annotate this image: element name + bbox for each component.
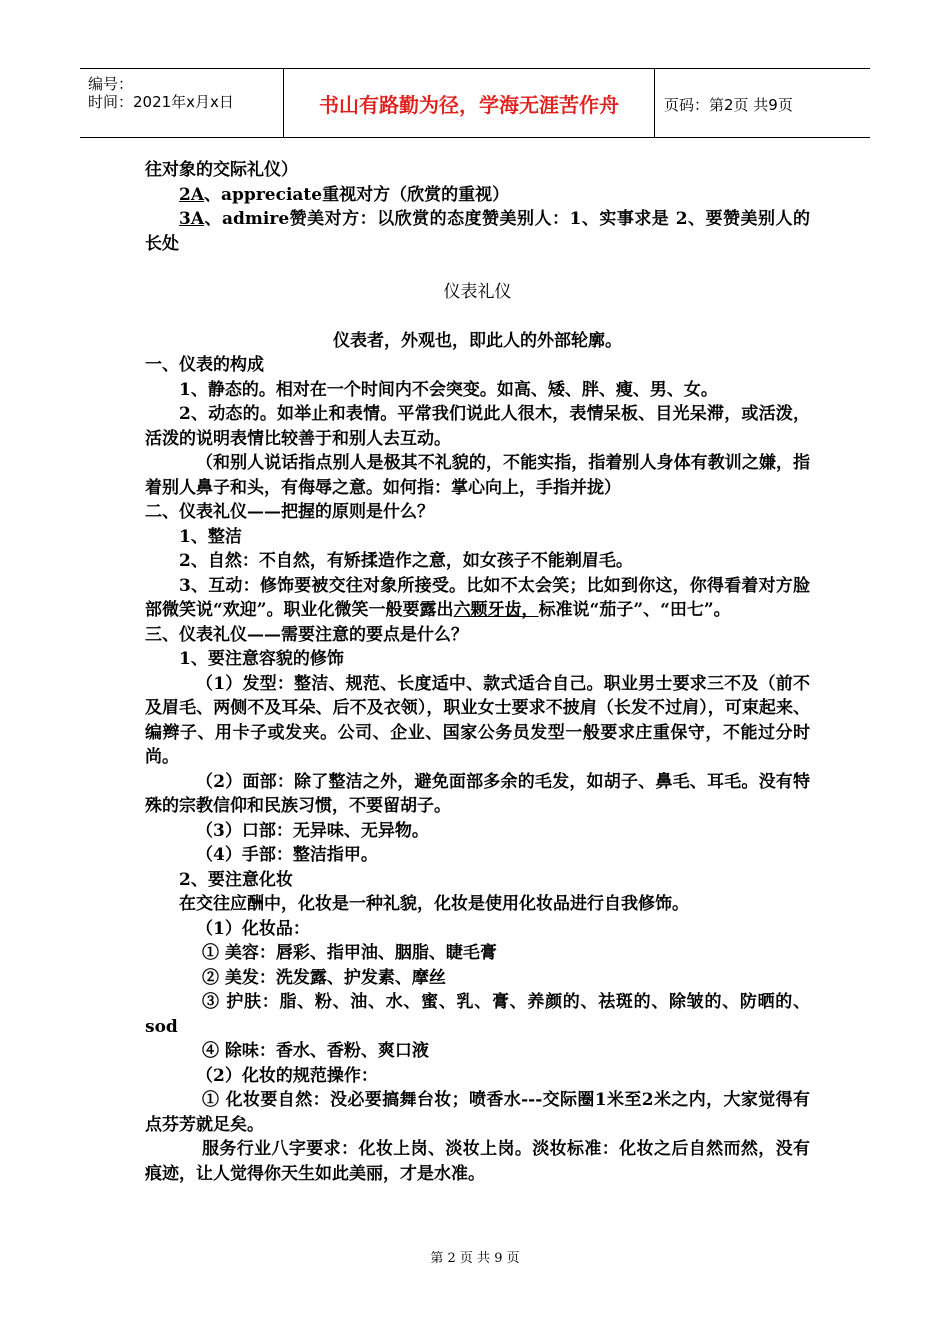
paragraph-text: 标准说“茄子”、“田七”。 <box>538 600 731 620</box>
section-heading: 二、仪表礼仪——把握的原则是什么？ <box>145 502 434 522</box>
document-number-label: 编号： <box>88 75 134 93</box>
paragraph: 2、自然：不自然，有矫揉造作之意，如女孩子不能剃眉毛。 <box>179 551 633 571</box>
document-body <box>145 158 810 1186</box>
list-item: ① 化妆要自然：没必要搞舞台妆；喷香水---交际圈1米至2米之内，大家觉得有点芬芳就足矣。 <box>145 1090 810 1135</box>
header-meta-cell <box>80 69 284 137</box>
paragraph-2a <box>145 183 810 208</box>
section-heading: 一、仪表的构成 <box>145 355 264 375</box>
paragraph: （1）化妆品： <box>196 918 310 939</box>
section-heading: 三、仪表礼仪——需要注意的要点是什么？ <box>145 624 468 645</box>
header-motto: 书山有路勤为径，学海无涯苦作舟 <box>284 69 655 137</box>
paragraph: 在交往应酬中，化妆是一种礼貌，化妆是使用化妆品进行自我修饰。 <box>179 894 689 914</box>
list-item: ④ 除味：香水、香粉、爽口液 <box>202 1041 429 1061</box>
underlined-term: 3A <box>179 209 205 229</box>
paragraph: 往对象的交际礼仪） <box>145 160 298 180</box>
page-footer: 第 2 页 共 9 页 <box>430 1251 520 1266</box>
underlined-term: 2A <box>179 184 205 205</box>
list-item: ① 美容：唇彩、指甲油、胭脂、睫毛膏 <box>202 943 497 963</box>
section-title: 仪表礼仪 <box>443 282 512 302</box>
list-item: ② 美发：洗发露、护发素、摩丝 <box>202 967 446 988</box>
document-time-label: 时间：2021年x月x日 <box>88 93 234 111</box>
header-page-number: 页码：第2页 共9页 <box>664 96 793 114</box>
paragraph-text: 、appreciate重视对方（欣赏的重视） <box>204 184 510 205</box>
paragraph: （3）口部：无异味、无异物。 <box>196 820 429 841</box>
paragraph-interaction <box>145 574 810 623</box>
paragraph-note: （和别人说话指点别人是极其不礼貌的，不能实指，指着别人身体有教训之嫌，指着别人鼻子和头，有侮辱之意。如何指：掌心向上，手指并拢） <box>145 453 810 498</box>
paragraph: （4）手部：整洁指甲。 <box>196 845 378 865</box>
paragraph-text: 、admire赞美对方：以欣赏的态度赞美别人：1、实事求是 2、要赞美别人的长处 <box>145 209 810 254</box>
paragraph: 1、要注意容貌的修饰 <box>179 649 344 669</box>
paragraph: 服务行业八字要求：化妆上岗、淡妆上岗。淡妆标准：化妆之后自然而然，没有痕迹，让人觉得你天生如此美丽，才是水准。 <box>145 1139 810 1184</box>
paragraph: 1、整洁 <box>179 526 242 547</box>
underlined-phrase: 六颗牙齿， <box>453 600 539 620</box>
paragraph-3a <box>145 207 810 256</box>
paragraph: （2）面部：除了整洁之外，避免面部多余的毛发，如胡子、鼻毛、耳毛。没有特殊的宗教信仰和民族习惯，不要留胡子。 <box>145 771 810 816</box>
paragraph: （1）发型：整洁、规范、长度适中、款式适合自己。职业男士要求三不及（前不及眉毛、两侧不及耳朵、后不及衣领），职业女士要求不披肩（长发不过肩），可束起来、编辫子、用卡子或发夹。公司、企业、国家公务员发型一般要求庄重保守，不能过分时尚。 <box>145 673 810 767</box>
paragraph: 2、动态的。如举止和表情。平常我们说此人很木，表情呆板、目光呆滞，或活泼，活泼的说明表情比较善于和别人去互动。 <box>145 404 810 449</box>
paragraph: 2、要注意化妆 <box>179 869 293 890</box>
page-header <box>80 68 870 138</box>
intro-sentence: 仪表者，外观也，即此人的外部轮廓。 <box>333 330 622 351</box>
paragraph: （2）化妆的规范操作： <box>196 1065 378 1086</box>
paragraph-text: 3、互动：修饰要被交往对象所接受。比如不太会笑；比如到你这，你得看着对方脸部微笑说“欢迎”。职业化微笑一般要露出 <box>145 575 810 620</box>
paragraph: 1、静态的。相对在一个时间内不会突变。如高、矮、胖、瘦、男、女。 <box>179 379 718 400</box>
list-item: ③ 护肤：脂、粉、油、水、蜜、乳、膏、养颜的、祛斑的、除皱的、防晒的、sod <box>145 992 810 1037</box>
